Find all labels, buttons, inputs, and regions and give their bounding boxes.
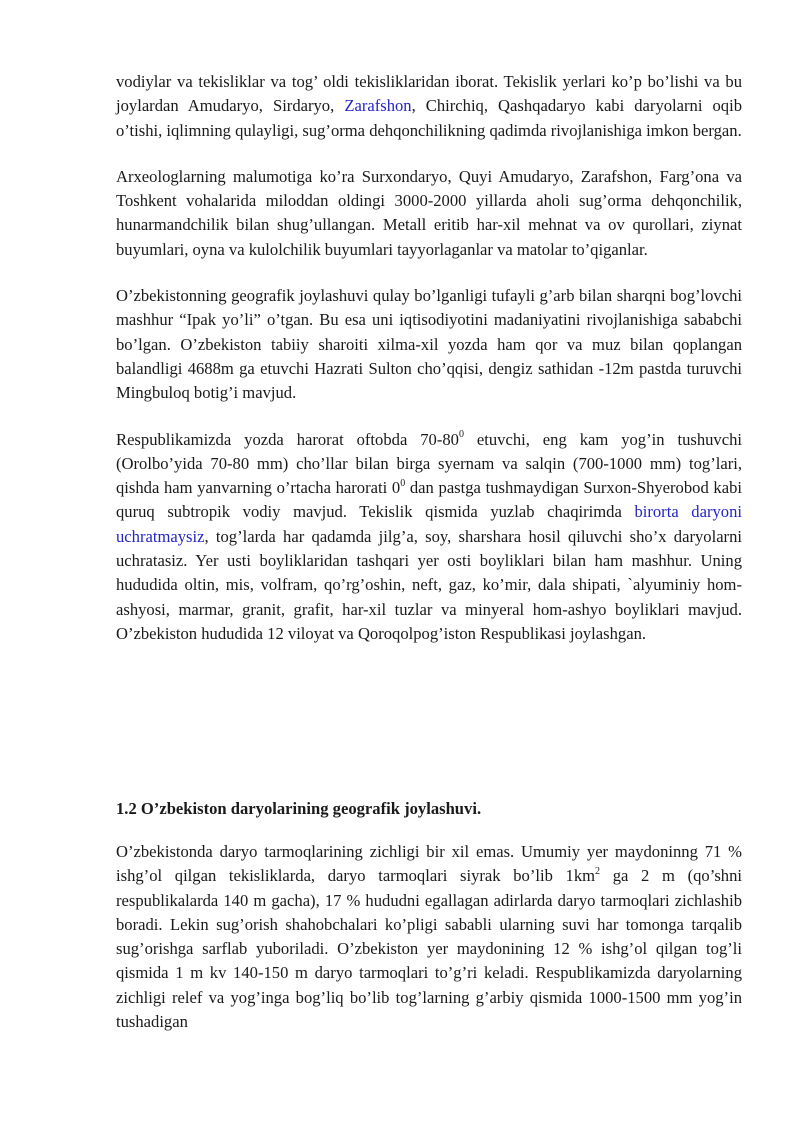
- paragraph-4: [116, 428, 742, 647]
- zarafshon-link[interactable]: Zarafshon: [344, 96, 412, 116]
- paragraph-1-text-a: vodiylar va tekisliklar va tog’ oldi tekisliklaridan iborat. Tekislik yerlari ko’p bo’lishi va bu joylardan Amudaryo, Sirdaryo,: [116, 72, 742, 116]
- paragraph-5-text-b: ga 2 m (qo’shni respublikalarda 140 m gacha), 17 % hududni egallagan adirlarda daryo tarmoqlari zichlashib boradi. Lekin sug’orish shahobchalari ko’pligi sababli ularning suvi har tomonga tarqalib sug’orishga sarflab yuboriladi. O’zbekiston yer maydonining 12 % ishg’ol qilgan tog’li qismida 1 m kv 140-150 m daryo tarmoqlari to’g’ri keladi. Respublikamizda daryolarning zichligi relef va yog’inga bog’liq bo’lib tog’larning g’arbiy qismida 1000-1500 mm yog’in tushadigan: [116, 866, 742, 1032]
- paragraph-4-text-d: , tog’larda har qadamda jilg’a, soy, sharshara hosil qiluvchi sho’x daryolarni uchratasiz. Yer usti boyliklaridan tashqari yer osti boyliklari bilan ham mashhur. Uning hududida oltin, mis, volfram, qo’rg’oshin, neft, gaz, ko’mir, dala shipati, `alyuminiy hom-ashyosi, marmar, granit, grafit, har-xil tuzlar va minyeral hom-ashyo boyliklari mavjud. O’zbekiston hududida 12 viloyat va Qoroqolpog’iston Respublikasi joylashgan.: [116, 526, 742, 643]
- paragraph-3: O’zbekistonning geografik joylashuvi qulay bo’lganligi tufayli g’arb bilan sharqni bog’lovchi mashhur “Ipak yo’li” o’tgan. Bu esa uni iqtisodiyotini madaniyatini rivojlanishiga sababchi bo’lgan. O’zbekiston tabiiy sharoiti xilma-xil yozda ham qor va muz bilan qoplangan balandligi 4688m ga etuvchi Hazrati Sulton cho’qqisi, dengiz sathidan -12m pastda turuvchi Mingbuloq botig’i mavjud.: [116, 286, 742, 403]
- km-squared-superscript: 2: [595, 865, 601, 877]
- paragraph-5-text-a: O’zbekistonda daryo tarmoqlarining zichligi bir xil emas. Umumiy yer maydoninng 71 % ishg’ol qilgan tekisliklarda, daryo tarmoqlari siyrak bo’lib 1km: [116, 842, 742, 886]
- section-heading: 1.2 O’zbekiston daryolarining geografik joylashuvi.: [116, 799, 482, 818]
- degree-superscript-1: 0: [458, 429, 464, 441]
- paragraph-5: [116, 840, 742, 1034]
- paragraph-4-text-b: etuvchi, eng kam yog’in tushuvchi (Orolbo’yida 70-80 mm) cho’llar bilan birga syernam va salqin (700-1000 mm) tog’lari, qishda ham yanvarning o’rtacha harorati 0: [116, 429, 742, 498]
- document-page: [116, 70, 743, 1032]
- paragraph-4-text-a: Respublikamizda yozda harorat oftobda 70-80: [116, 429, 459, 449]
- paragraph-1: [116, 70, 742, 143]
- paragraph-4-text-c: dan pastga tushmaydigan Surxon-Shyerobod kabi quruq subtropik vodiy mavjud. Tekislik qismida yuzlab chaqirimda: [116, 478, 742, 522]
- birorta-daryoni-link[interactable]: birorta daryoni uchratmaysiz: [116, 502, 742, 546]
- paragraph-2: Arxeologlarning malumotiga ko’ra Surxondaryo, Quyi Amudaryo, Zarafshon, Farg’ona va Toshkent vohalarida miloddan oldingi 3000-2000 yillarda aholi sug’orma dehqonchilik, hunarmandchilik bilan shug’ullangan. Metall eritib har-xil mehnat va ov qurollari, ziynat buyumlari, oyna va kulolchilik buyumlari tayyorlaganlar va matolar to’qiganlar.: [116, 166, 742, 259]
- degree-superscript-2: 0: [400, 477, 406, 489]
- paragraph-1-text-b: , Chirchiq, Qashqadaryo kabi daryolarni oqib o’tishi, iqlimning qulayligi, sug’orma dehqonchilikning qadimda rivojlanishiga imkon bergan.: [116, 96, 743, 140]
